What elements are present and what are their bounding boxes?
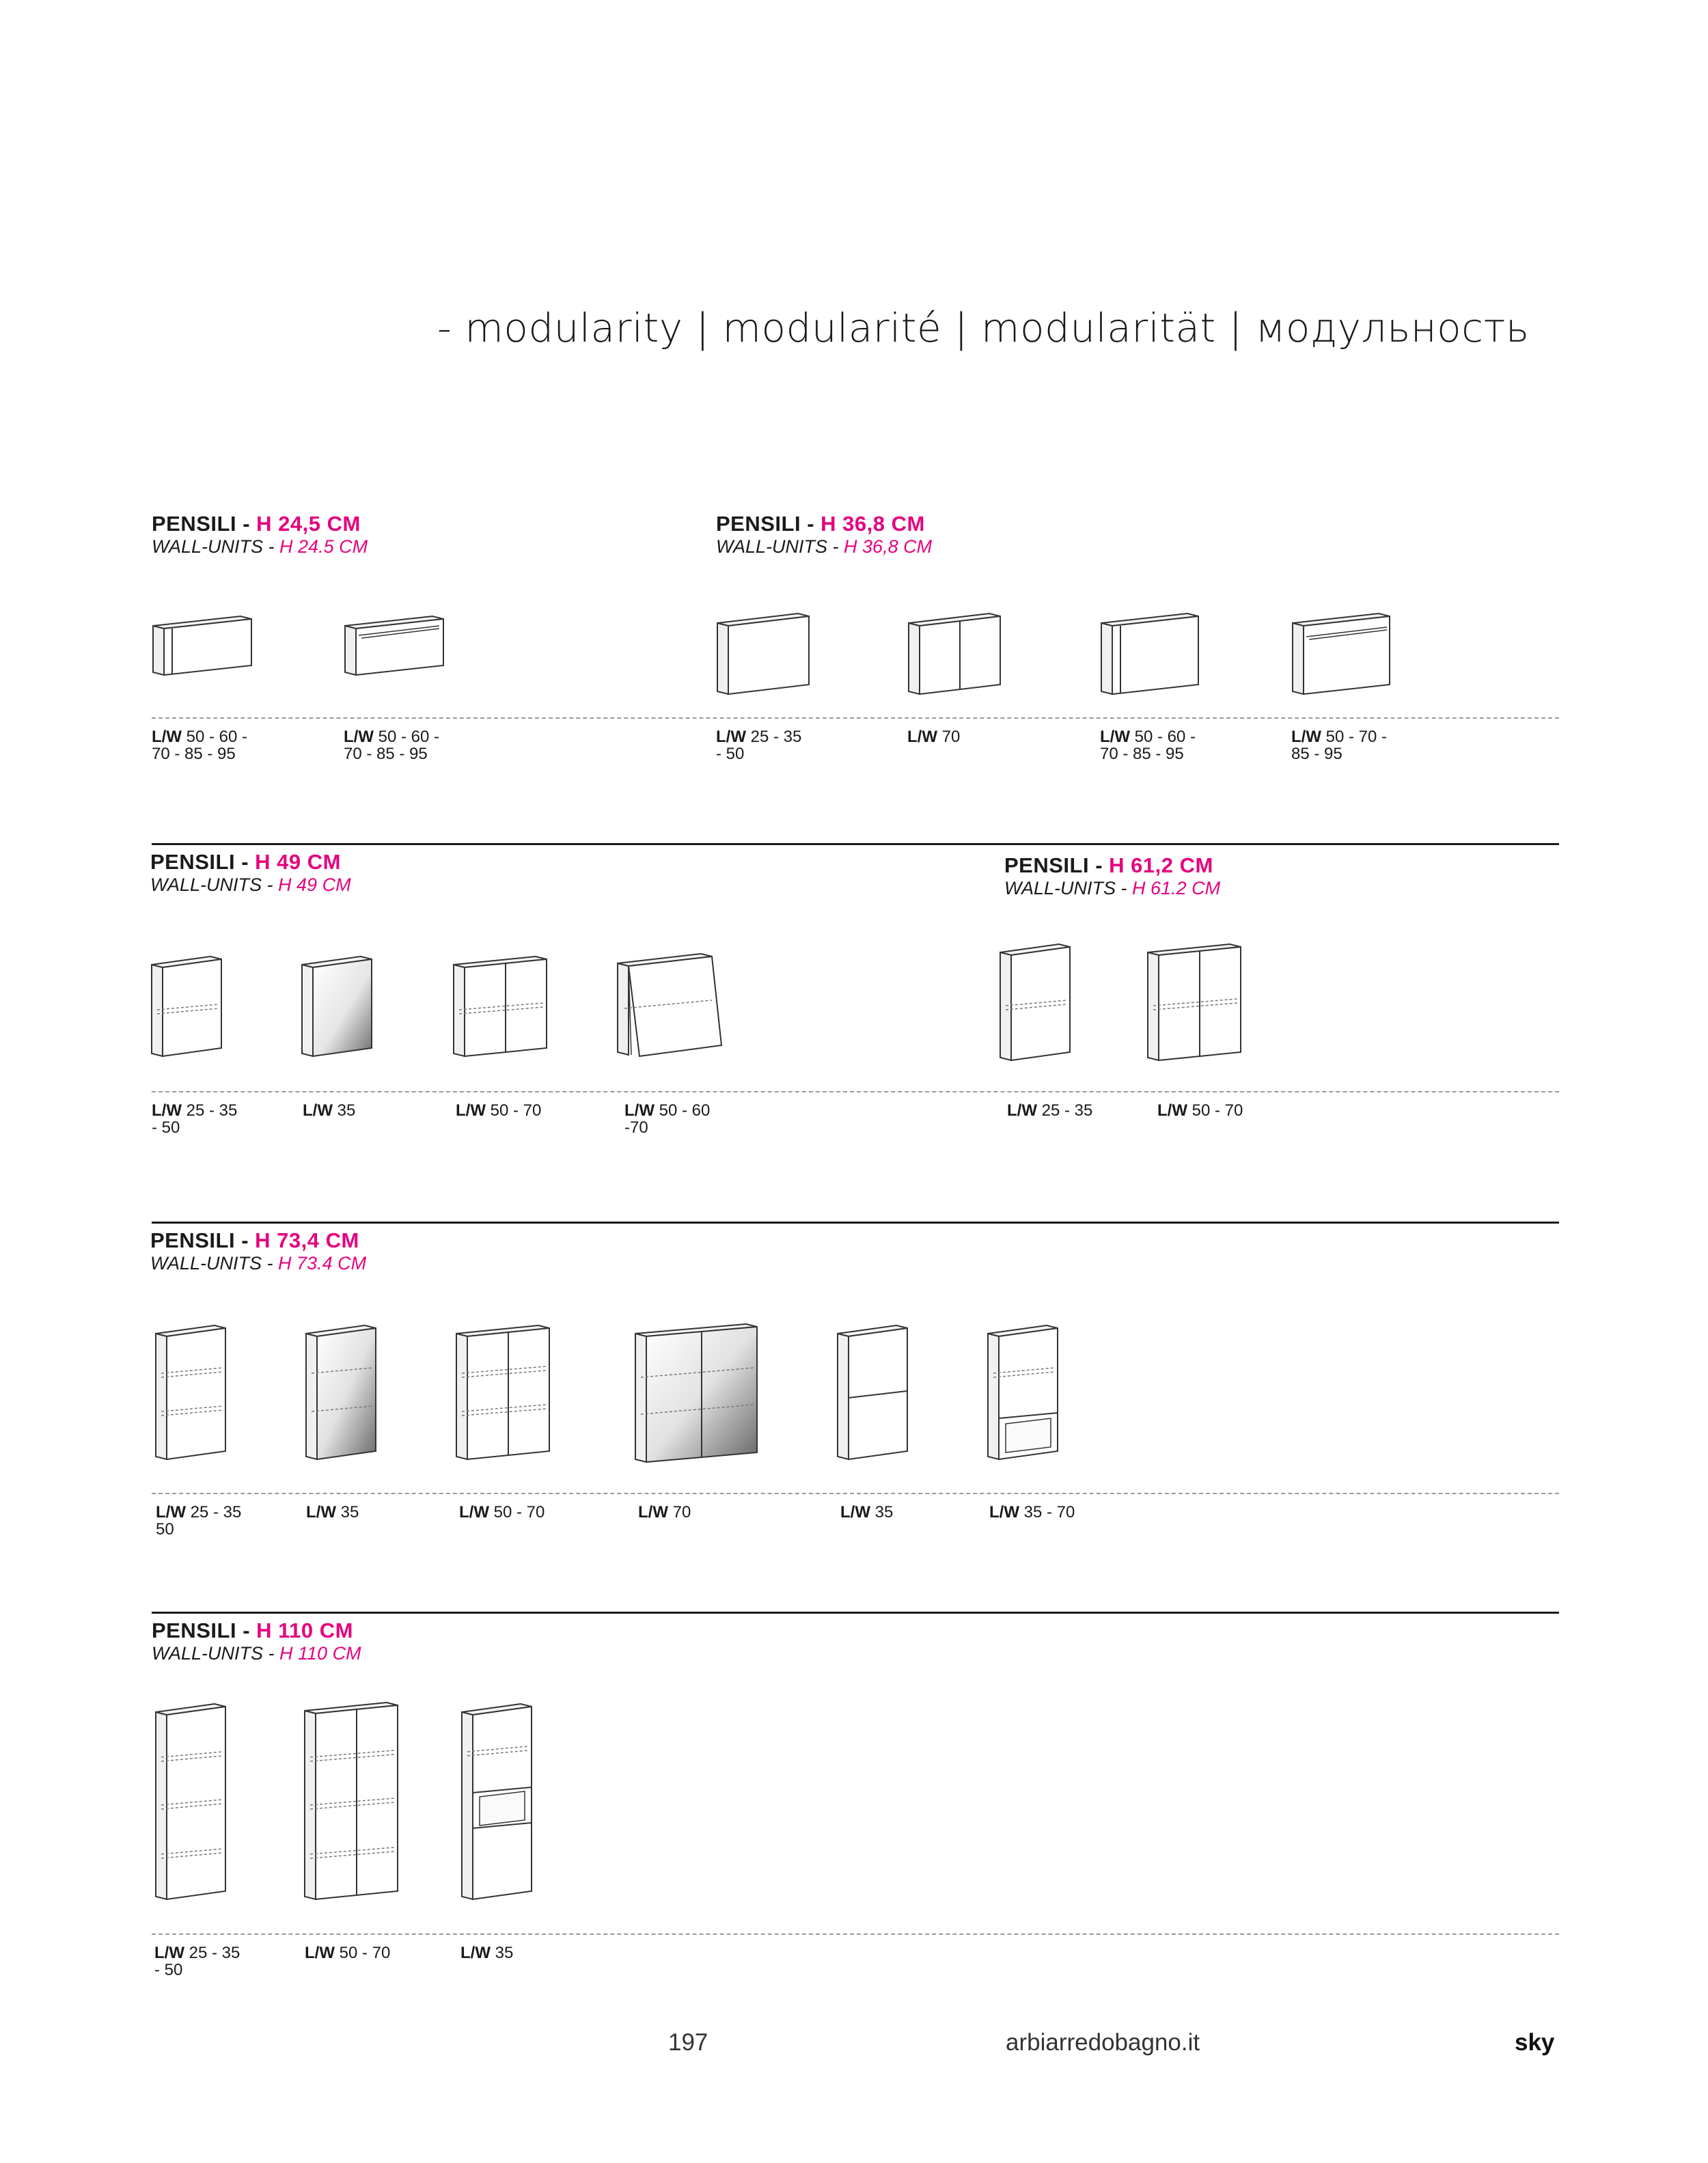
- size-label: L/W 50 - 60 - 70 - 85 - 95: [344, 728, 440, 763]
- size-label: L/W 35: [460, 1944, 514, 1962]
- lift-up-door-wall-unit-icon: [616, 952, 726, 1059]
- flap-wall-unit-icon: [1100, 612, 1201, 697]
- double-door-shelf-wall-unit-icon: [452, 955, 548, 1059]
- unit-drawing: [305, 1324, 377, 1462]
- size-label: L/W 25 - 35 - 50: [152, 1101, 238, 1137]
- section-header-h36: [716, 512, 932, 557]
- double-door-wall-unit-icon: [907, 612, 1003, 697]
- tall-open-niche-unit-icon: [460, 1703, 533, 1902]
- size-label: L/W 25 - 35: [1007, 1101, 1093, 1120]
- mirror-door-wall-unit-icon: [301, 955, 373, 1059]
- dashed-divider: [152, 1493, 1559, 1494]
- mirror-door-wall-unit-icon: [305, 1324, 377, 1462]
- size-label: L/W 50 - 70: [459, 1503, 545, 1521]
- unit-drawing: [634, 1323, 760, 1465]
- section-header-h73: [150, 1229, 366, 1274]
- two-door-stacked-wall-unit-icon: [836, 1324, 909, 1462]
- section-title-it: PENSILI - H 110 CM: [152, 1618, 353, 1642]
- size-label: L/W 50 - 70: [456, 1101, 542, 1120]
- section-title-en: WALL-UNITS - H 110 CM: [152, 1643, 361, 1664]
- unit-drawing: [1291, 612, 1392, 697]
- section-title-it: PENSILI - H 61,2 CM: [1004, 853, 1213, 877]
- size-label: L/W 50 - 70: [305, 1944, 391, 1962]
- size-label: L/W 70: [638, 1503, 691, 1521]
- size-label: L/W 35: [840, 1503, 894, 1521]
- unit-drawing: [152, 615, 254, 678]
- single-door-wall-unit-icon: [716, 612, 812, 697]
- section-title-en: WALL-UNITS - H 49 CM: [150, 874, 351, 895]
- website-link[interactable]: arbiarredobagno.it: [1006, 2029, 1200, 2056]
- unit-drawing: [1100, 612, 1201, 697]
- section-title-en: WALL-UNITS - H 61.2 CM: [1004, 878, 1221, 898]
- tall-glass-shelf-unit-icon: [154, 1703, 227, 1902]
- size-label: L/W 35: [306, 1503, 359, 1521]
- size-label: L/W 25 - 35 50: [156, 1503, 242, 1539]
- size-label: L/W 50 - 60 - 70 - 85 - 95: [1100, 728, 1196, 763]
- section-title-en: WALL-UNITS - H 36,8 CM: [716, 536, 933, 557]
- unit-drawing: [154, 1703, 227, 1902]
- size-label: L/W 25 - 35 - 50: [716, 728, 802, 763]
- unit-drawing: [344, 615, 446, 678]
- glass-shelf-wall-unit-icon: [999, 943, 1071, 1063]
- section-header-h49: [150, 851, 351, 896]
- section-title-en: WALL-UNITS - H 73.4 CM: [150, 1253, 367, 1273]
- size-label: L/W 35 - 70: [989, 1503, 1075, 1521]
- page-title: - modularity | modularité | modularität | модульность: [437, 305, 1530, 351]
- flap-wall-unit-icon: [152, 615, 254, 678]
- unit-drawing: [987, 1324, 1059, 1462]
- size-label: L/W 25 - 35 - 50: [154, 1944, 240, 1979]
- double-mirror-door-wall-unit-icon: [634, 1323, 760, 1465]
- section-rule: [152, 843, 1559, 845]
- page-number: 197: [668, 2029, 708, 2056]
- section-header-h24: [152, 512, 368, 557]
- size-label: L/W 50 - 70 - 85 - 95: [1291, 728, 1388, 763]
- unit-drawing: [907, 612, 1003, 697]
- double-door-shelf-wall-unit-icon: [455, 1324, 551, 1462]
- unit-drawing: [455, 1324, 551, 1462]
- section-header-h110: [152, 1619, 361, 1664]
- size-label: L/W 35: [303, 1101, 356, 1120]
- unit-drawing: [460, 1703, 533, 1902]
- unit-drawing: [303, 1701, 399, 1902]
- section-title-en: WALL-UNITS - H 24.5 CM: [152, 536, 368, 557]
- unit-drawing: [301, 955, 373, 1059]
- dashed-divider: [152, 717, 1559, 719]
- section-title-it: PENSILI - H 36,8 CM: [716, 512, 925, 536]
- size-label: L/W 50 - 60 - 70 - 85 - 95: [152, 728, 248, 763]
- glass-shelf-wall-unit-icon: [150, 955, 223, 1059]
- unit-drawing: [836, 1324, 909, 1462]
- dashed-divider: [152, 1933, 1559, 1935]
- unit-drawing: [154, 1324, 227, 1462]
- section-title-it: PENSILI - H 24,5 CM: [152, 512, 361, 536]
- section-header-h61: [1004, 854, 1220, 899]
- unit-drawing: [1146, 943, 1242, 1063]
- flap-wall-unit-open-icon: [1291, 612, 1392, 697]
- section-rule: [152, 1612, 1559, 1614]
- section-title-it: PENSILI - H 73,4 CM: [150, 1228, 359, 1252]
- unit-drawing: [452, 955, 548, 1059]
- glass-shelf-wall-unit-icon: [154, 1324, 227, 1462]
- brand-name: sky: [1515, 2029, 1555, 2056]
- section-rule: [152, 1222, 1559, 1224]
- open-niche-wall-unit-icon: [987, 1324, 1059, 1462]
- section-title-it: PENSILI - H 49 CM: [150, 850, 341, 874]
- unit-drawing: [999, 943, 1071, 1063]
- dashed-divider: [152, 1091, 1559, 1092]
- size-label: L/W 70: [907, 728, 961, 746]
- unit-drawing: [616, 952, 726, 1059]
- size-label: L/W 50 - 70: [1157, 1101, 1243, 1120]
- double-door-shelf-wall-unit-icon: [1146, 943, 1242, 1063]
- size-label: L/W 50 - 60 -70: [624, 1101, 711, 1137]
- tall-double-door-unit-icon: [303, 1701, 399, 1902]
- unit-drawing: [150, 955, 223, 1059]
- unit-drawing: [716, 612, 812, 697]
- flap-wall-unit-open-icon: [344, 615, 446, 678]
